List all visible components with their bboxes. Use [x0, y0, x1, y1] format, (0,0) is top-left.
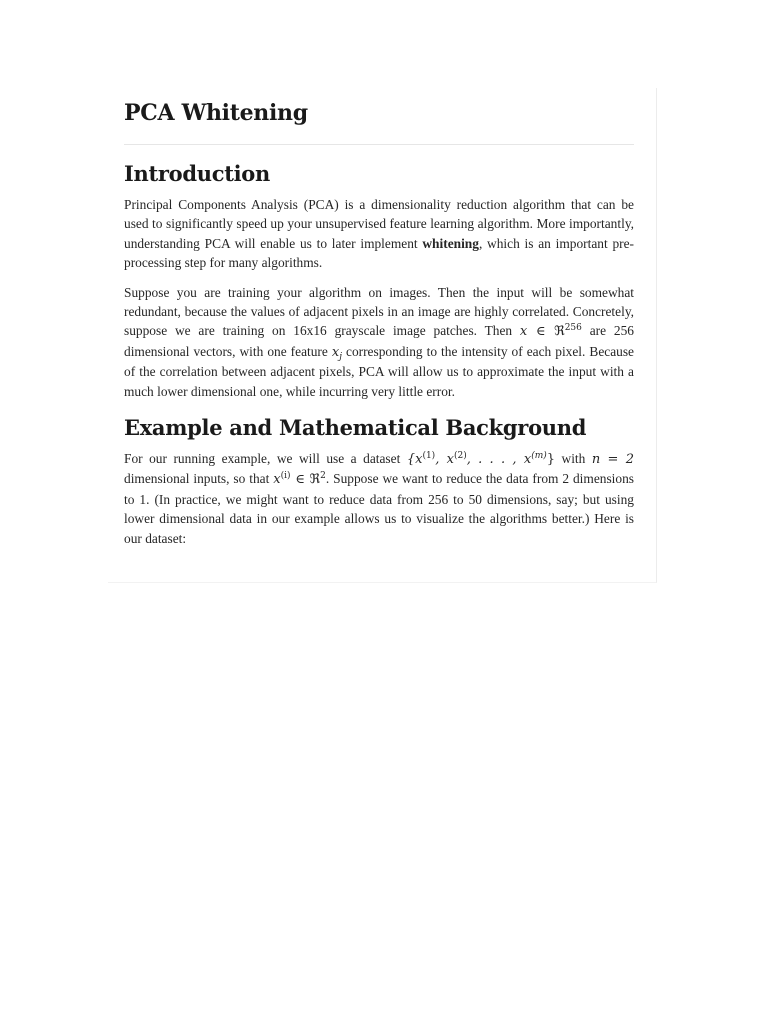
math-xj: $x_j$: [331, 344, 342, 362]
paragraph-text: . Suppose we want to reduce the data from 2 dimensions to 1. (In practice, we might want to reduce data from 256 to 50 dimensions, say; but using lower dimensional data in our example allows us to visualize the algorithms better.) Here is our dataset:: [124, 471, 634, 546]
math-x-in-r256: x ∈ ℜ$^{256}$: [519, 323, 582, 340]
document-content: [124, 88, 634, 548]
paragraph-intro-1: [124, 195, 634, 273]
section-heading-example: Example and Mathematical Background: [124, 415, 587, 441]
paragraph-text: with: [555, 451, 592, 467]
paragraph-text: are 256 dimensional vectors, with one feature: [124, 323, 634, 359]
math-n-equals-2: n = 2: [591, 452, 634, 468]
section-heading-introduction: Introduction: [124, 161, 270, 186]
paragraph-text: Principal Components Analysis (PCA) is a dimensionality reduction algorithm that can be used to significantly speed up your unsupervised feature learning algorithm. More importantly, understanding PCA will enable us to later implement: [124, 197, 634, 251]
document-page: [108, 88, 657, 583]
paragraph-intro-2: [124, 283, 634, 401]
paragraph-text: , which is an important pre-processing step for many algorithms.: [124, 235, 634, 271]
paragraph-example-1: [124, 449, 634, 548]
paragraph-text: corresponding to the intensity of each pixel. Because of the correlation between adjacent pixels, PCA will allow us to approximate the input with a much lower dimensional one, while incurring very little error.: [124, 343, 634, 399]
math-dataset-set: {$x^{(1)}$, $x^{(2)}$, . . . , $x^{(m)}$}: [406, 451, 556, 468]
paragraph-text: dimensional inputs, so that: [124, 471, 274, 487]
page-title: PCA Whitening: [124, 100, 308, 126]
title-divider: [124, 144, 634, 145]
math-xi-in-r2: $x^{(i)}$ ∈ ℜ$^2$: [273, 471, 326, 488]
paragraph-text: For our running example, we will use a dataset: [124, 451, 407, 467]
paragraph-text: Suppose you are training your algorithm on images. Then the input will be somewhat redundant, because the values of adjacent pixels in an image are highly correlated. Concretely, suppose we are training on 16x16 grayscale image patches. Then: [124, 284, 634, 339]
bold-term-whitening: whitening: [422, 235, 479, 251]
